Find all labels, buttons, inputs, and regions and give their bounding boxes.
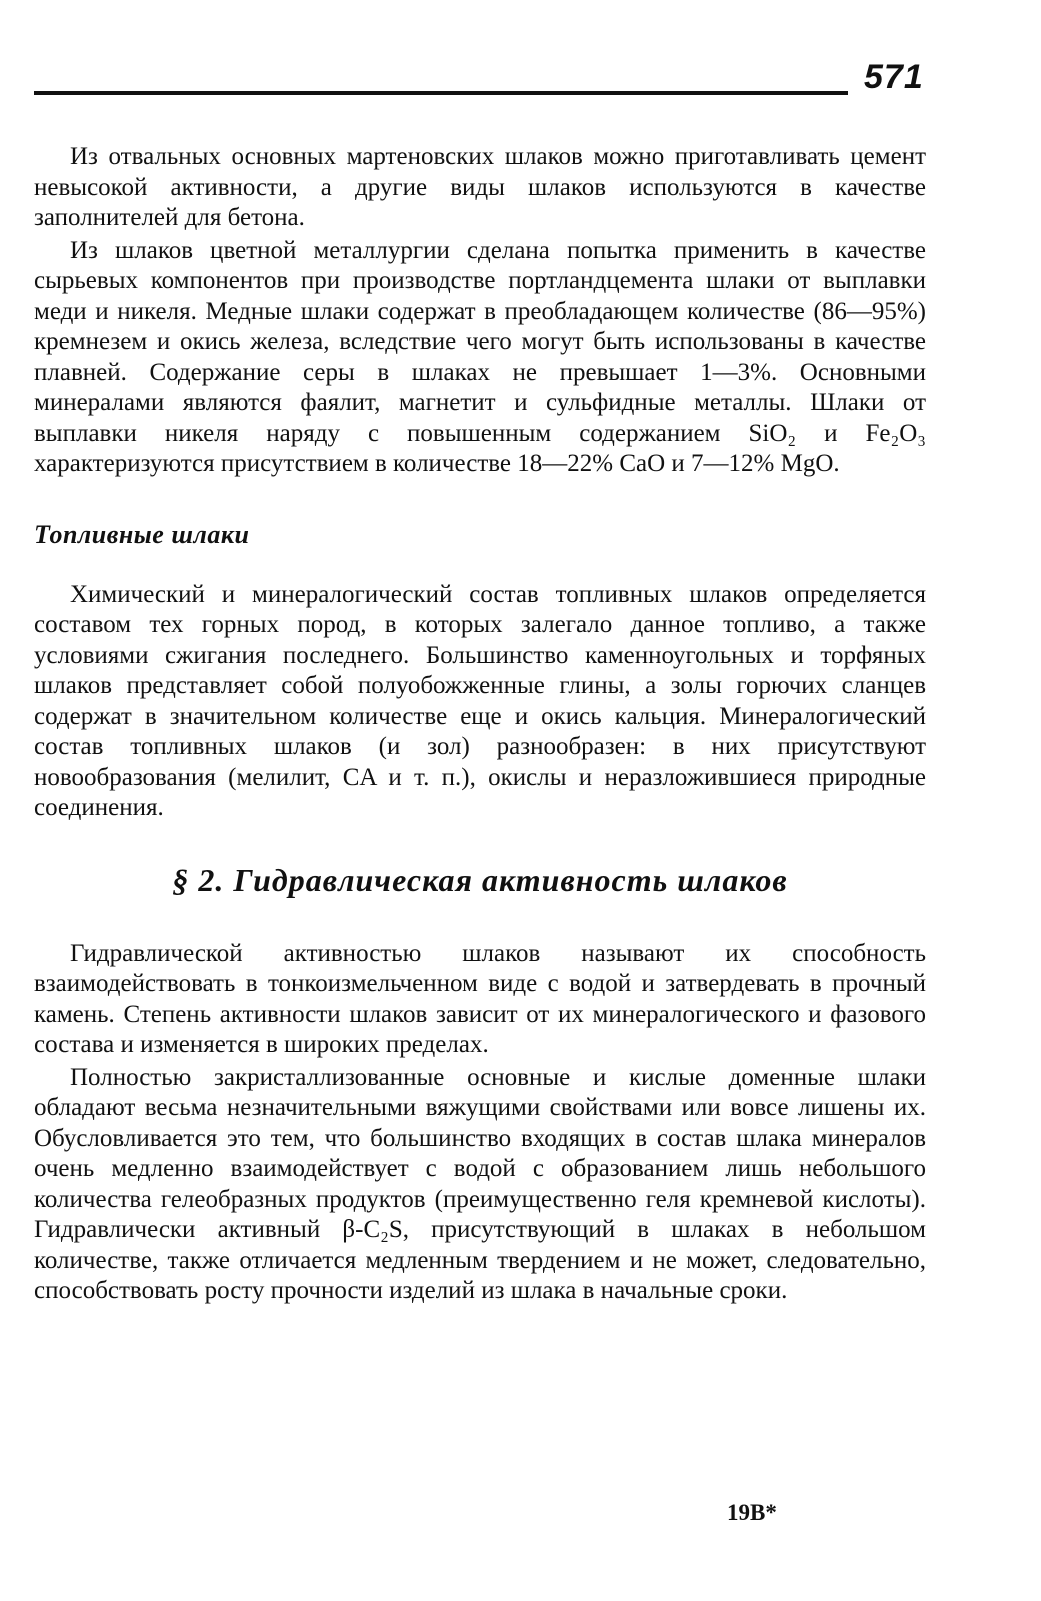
paragraph: Из шлаков цветной металлургии сделана попытка применить в качестве сырьевых компонентов при производстве портландцемента шлаки от выплавки меди и никеля. Медные шлаки содержат в преобладающем количестве (86—95%) кремнезем и окись железа, вследствие чего могут быть использованы в качестве плавней. Содержание серы в шлаках не превышает 1—3%. Основными минералами являются фаялит, магнетит и сульфидные металлы. Шлаки от выплавки никеля наряду с повышенным содержанием SiO₂ и Fe₂O₃ характеризуются присутствием в количестве 18—22% CaO и 7—12% MgO. <box>34 236 926 477</box>
paragraph: Полностью закристаллизованные основные и кислые доменные шлаки обладают весьма незначительными вяжущими свойствами или вовсе лишены их. Обусловливается это тем, что большинство входящих в состав шлака минералов очень медленно взаимодействует с водой с образованием лишь небольшого количества гелеобразных продуктов (преимущественно геля кремневой кислоты). Гидравлически активный β-C₂S, присутствующий в шлаках в небольшом количестве, также отличается медленным твердением и не может, следовательно, способствовать росту прочности изделий из шлака в начальные сроки. <box>34 1063 926 1304</box>
paragraph: Из отвальных основных мартеновских шлаков можно приготавливать цемент невысокой активности, а другие виды шлаков используются в качестве заполнителей для бетона. <box>34 143 926 231</box>
printer-signature: 19В* <box>727 1500 777 1525</box>
header-rule <box>34 91 848 95</box>
text-column <box>34 142 926 1307</box>
page-number: 571 <box>864 58 924 96</box>
section-title: § 2. Гидравлическая активность шлаков <box>172 861 788 898</box>
paragraph: Гидравлической активностью шлаков называют их способность взаимодействовать в тонкоизмельченном виде с водой и затвердевать в прочный камень. Степень активности шлаков зависит от их минералогического и фазового состава и изменяется в широких пределах. <box>34 939 926 1058</box>
paragraph: Химический и минералогический состав топливных шлаков определяется составом тех горных пород, в которых залегало данное топливо, а также условиями сжигания последнего. Большинство каменноугольных и торфяных шлаков представляет собой полуобожженные глины, а золы горючих сланцев содержат в значительном количестве еще и окись кальция. Минералогический состав топливных шлаков (и зол) разнообразен: в них присутствуют новообразования (мелилит, CA и т. п.), окислы и неразложившиеся природные соединения. <box>34 580 926 821</box>
subsection-title: Топливные шлаки <box>34 519 250 549</box>
